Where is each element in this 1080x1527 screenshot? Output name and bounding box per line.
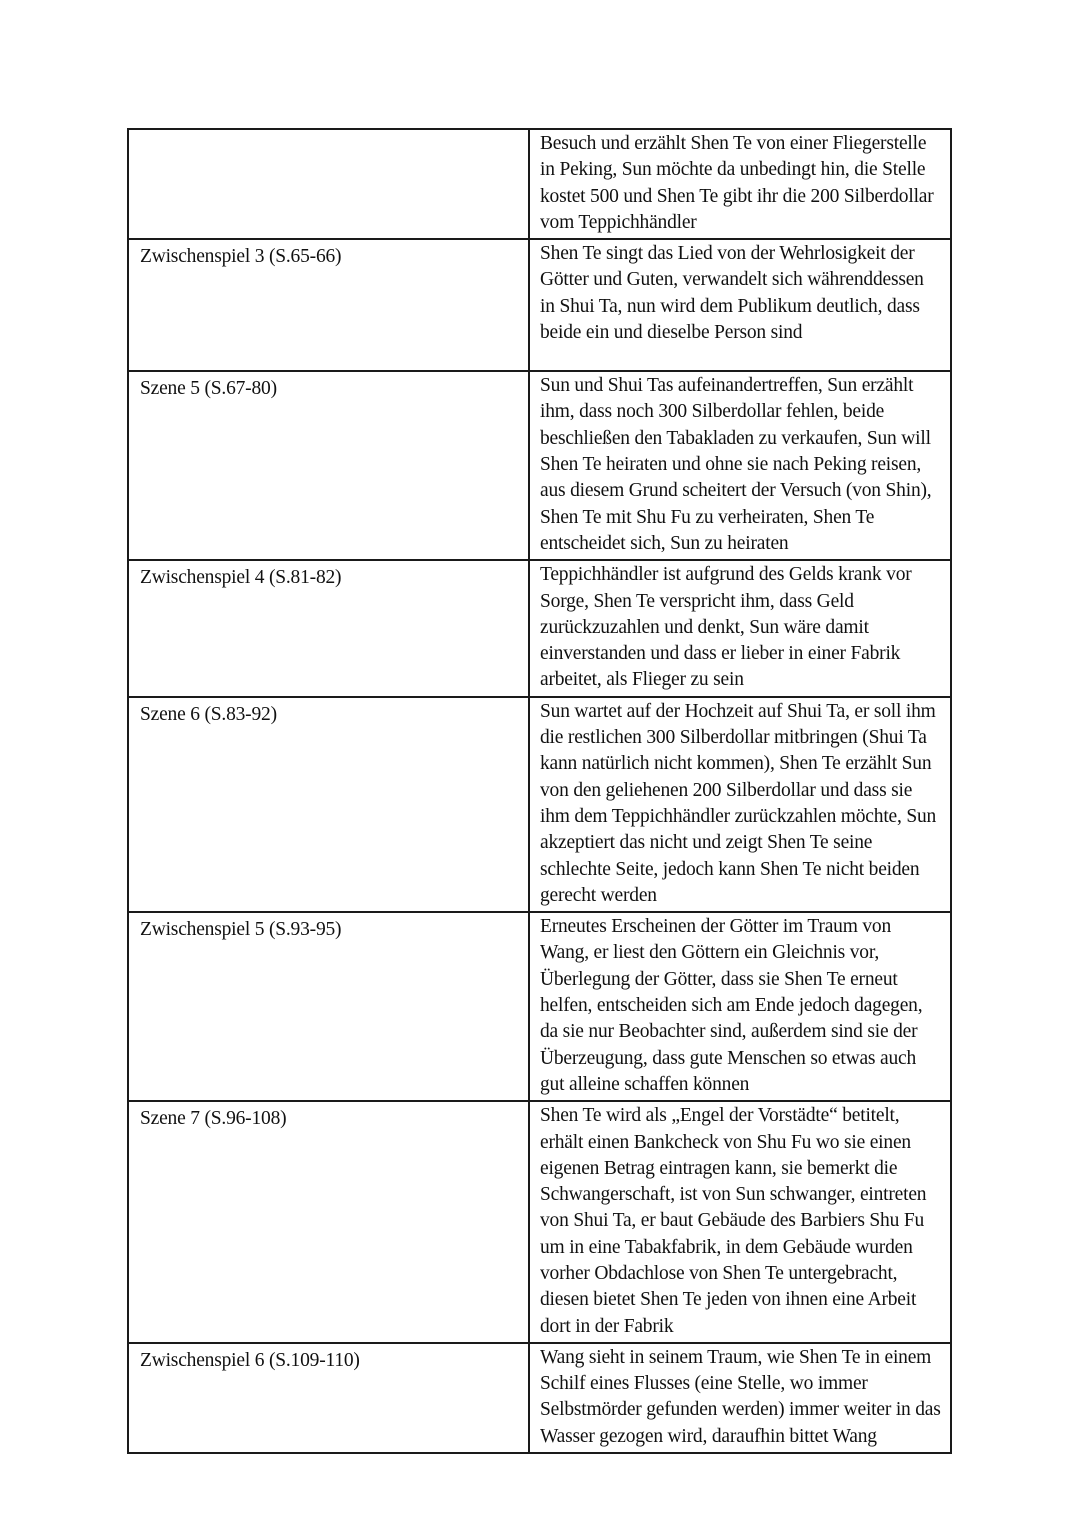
section-label: Zwischenspiel 5 (S.93-95) (140, 919, 342, 941)
summary-text: Sun und Shui Tas aufeinandertreffen, Sun erzählt ihm, dass noch 300 Silberdollar fehlen, beide beschließen den Tabakladen zu verkaufen, Sun will Shen Te heiraten und ohne sie nach Peking reisen, aus diesem Grund scheitert der Versuch (von Shin), Shen Te mit Shu Fu zu verheiraten, Shen Te entscheidet sich, Sun zu heiraten (540, 375, 932, 554)
table-row (128, 371, 951, 560)
document-page (127, 128, 950, 1454)
section-label: Szene 7 (S.96-108) (140, 1108, 287, 1130)
summary-cell (529, 1343, 951, 1453)
section-cell (128, 129, 529, 239)
section-cell (128, 239, 529, 371)
section-cell (128, 371, 529, 560)
section-label: Szene 5 (S.67-80) (140, 378, 277, 400)
summary-cell (529, 239, 951, 371)
summary-cell (529, 1101, 951, 1343)
summary-cell (529, 129, 951, 239)
table-row (128, 129, 951, 239)
section-label: Zwischenspiel 3 (S.65-66) (140, 246, 342, 268)
section-cell (128, 697, 529, 912)
summary-cell (529, 697, 951, 912)
section-cell (128, 1101, 529, 1343)
summary-text: Wang sieht in seinem Traum, wie Shen Te in einem Schilf eines Flusses (eine Stelle, wo immer Selbstmörder gefunden werden) immer weiter in das Wasser gezogen wird, daraufhin bittet Wang (540, 1346, 941, 1447)
section-label: Zwischenspiel 4 (S.81-82) (140, 567, 342, 589)
summary-cell (529, 560, 951, 696)
table-row (128, 560, 951, 696)
section-cell (128, 560, 529, 696)
summary-text: Sun wartet auf der Hochzeit auf Shui Ta, er soll ihm die restlichen 300 Silberdollar mitbringen (Shui Ta kann natürlich nicht kommen), Shen Te erzählt Sun von den geliehenen 200 Silberdollar und dass sie ihm dem Teppichhändler zurückzahlen möchte, Sun akzeptiert das nicht und zeigt Shen Te seine schlechte Seite, jedoch kann Shen Te nicht beiden gerecht werden (540, 700, 937, 906)
section-label: Szene 6 (S.83-92) (140, 703, 277, 725)
table-row (128, 1101, 951, 1343)
table-row (128, 697, 951, 912)
summary-cell (529, 912, 951, 1101)
table-row (128, 912, 951, 1101)
section-cell (128, 1343, 529, 1453)
table-row (128, 239, 951, 371)
section-cell (128, 912, 529, 1101)
section-label: Zwischenspiel 6 (S.109-110) (140, 1349, 360, 1371)
summary-text: Shen Te singt das Lied von der Wehrlosigkeit der Götter und Guten, verwandelt sich währenddessen in Shui Ta, nun wird dem Publikum deutlich, dass beide ein und dieselbe Person sind (540, 243, 924, 344)
summary-text: Teppichhändler ist aufgrund des Gelds krank vor Sorge, Shen Te verspricht ihm, dass Geld zurückzuzahlen und denkt, Sun wäre damit einverstanden und dass er lieber in einer Fabrik arbeitet, als Flieger zu sein (540, 564, 912, 691)
table-row (128, 1343, 951, 1453)
summary-text: Shen Te wird als „Engel der Vorstädte“ betitelt, erhält einen Bankcheck von Shu Fu wo sie einen eigenen Betrag eintragen kann, sie bemerkt die Schwangerschaft, ist von Sun schwanger, eintreten von Shui Ta, er baut Gebäude des Barbiers Shu Fu um in eine Tabakfabrik, in dem Gebäude wurden vorher Obdachlose von Shen Te untergebracht, diesen bietet Shen Te jeden von ihnen eine Arbeit dort in der Fabrik (540, 1105, 927, 1337)
scene-summary-table (127, 128, 952, 1454)
summary-text: Erneutes Erscheinen der Götter im Traum von Wang, er liest den Göttern ein Gleichnis vor, Überlegung der Götter, dass sie Shen Te erneut helfen, entscheiden sich am Ende jedoch dagegen, da sie nur Beobachter sind, außerdem sind sie der Überzeugung, dass gute Menschen so etwas auch gut alleine schaffen können (540, 916, 923, 1095)
summary-text: Besuch und erzählt Shen Te von einer Fliegerstelle in Peking, Sun möchte da unbedingt hin, die Stelle kostet 500 und Shen Te gibt ihr die 200 Silberdollar vom Teppichhändler (540, 133, 934, 233)
summary-cell (529, 371, 951, 560)
